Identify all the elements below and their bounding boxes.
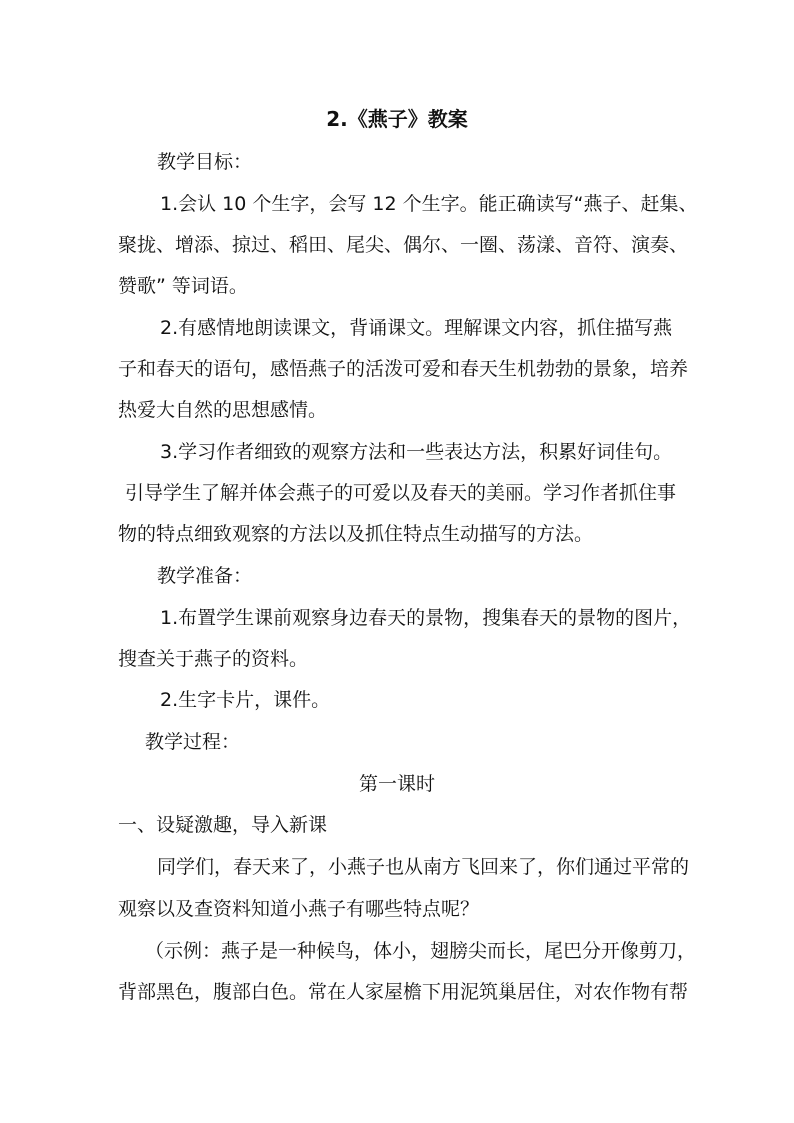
- prep-heading: 教学准备：: [157, 565, 253, 587]
- guide-line-1: 引导学生了解并体会燕子的可爱以及春天的美丽。学习作者抓住事: [125, 482, 677, 504]
- goal-2-line-3: 热爱大自然的思想感情。: [118, 399, 328, 421]
- example-line-2: 背部黑色，腹部白色。常在人家屋檐下用泥筑巢居住，对农作物有帮: [118, 981, 689, 1003]
- section-1-heading: 一、设疑激趣，导入新课: [118, 814, 328, 836]
- lesson-heading: 第一课时: [358, 773, 435, 795]
- goal-2-line-2: 子和春天的语句，感悟燕子的活泼可爱和春天生机勃勃的景象，培养: [118, 358, 689, 380]
- process-heading: 教学过程：: [145, 731, 241, 753]
- prep-1-line-1: 1.布置学生课前观察身边春天的景物，搜集春天的景物的图片，: [160, 607, 692, 629]
- document-title: 2.《燕子》教案: [326, 107, 468, 131]
- goal-1-line-1: 1.会认 10 个生字，会写 12 个生字。能正确读写“燕子、赶集、: [160, 193, 698, 215]
- intro-line-1: 同学们，春天来了，小燕子也从南方飞回来了，你们通过平常的: [157, 856, 690, 878]
- goal-3-line-1: 3.学习作者细致的观察方法和一些表达方法，积累好词佳句。: [160, 441, 673, 463]
- goal-2-line-1: 2.有感情地朗读课文，背诵课文。理解课文内容，抓住描写燕: [160, 317, 673, 339]
- goal-1-line-3: 赞歌” 等词语。: [118, 275, 248, 297]
- guide-line-2: 物的特点细致观察的方法以及抓住特点生动描写的方法。: [118, 523, 594, 545]
- intro-line-2: 观察以及查资料知道小燕子有哪些特点呢？: [118, 898, 480, 920]
- prep-1-line-2: 搜查关于燕子的资料。: [118, 648, 309, 670]
- goals-heading: 教学目标：: [157, 151, 253, 173]
- prep-2: 2.生字卡片，课件。: [160, 689, 331, 711]
- goal-1-line-2: 聚拢、增添、掠过、稻田、尾尖、偶尔、一圈、荡漾、音符、演奏、: [118, 234, 689, 256]
- example-line-1: （示例：燕子是一种候鸟，体小，翅膀尖而长，尾巴分开像剪刀，: [145, 940, 697, 962]
